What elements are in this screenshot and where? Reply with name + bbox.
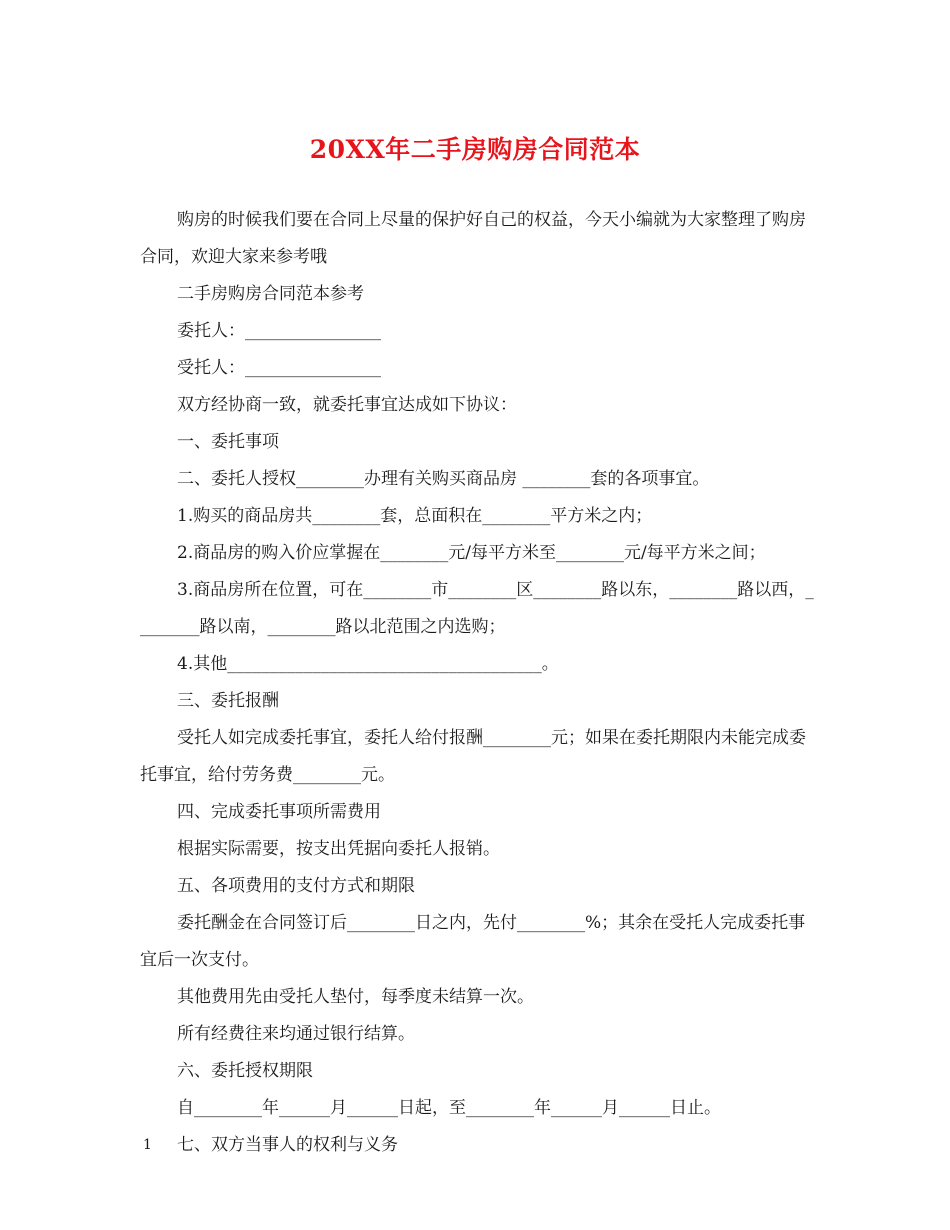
paragraph-principal: 委托人：________________ (177, 321, 381, 341)
paragraph-remuneration: 受托人如完成委托事宜，委托人给付报酬________元；如果在委托期限内未能完成委托事宜，给付劳务费________元。 (140, 728, 806, 785)
section-heading-6: 六、委托授权期限 (177, 1061, 313, 1081)
paragraph-term: 自________年______月______日起，至________年______月______日止。 (177, 1098, 721, 1118)
paragraph-reimbursement: 根据实际需要，按支出凭据向委托人报销。 (177, 839, 500, 859)
paragraph-other-fees: 其他费用先由受托人垫付，每季度未结算一次。 (177, 987, 534, 1007)
paragraph-agreement: 双方经协商一致，就委托事宜达成如下协议： (177, 395, 517, 415)
section-heading-7: 七、双方当事人的权利与义务 (177, 1135, 398, 1155)
section-heading-5: 五、各项费用的支付方式和期限 (177, 876, 415, 896)
section-heading-3: 三、委托报酬 (177, 691, 279, 711)
page-number: 1 (143, 1137, 152, 1153)
paragraph-authorization: 二、委托人授权________办理有关购买商品房 ________套的各项事宜。 (177, 469, 710, 489)
document-body (140, 202, 816, 1164)
paragraph-subtitle: 二手房购房合同范本参考 (177, 284, 364, 304)
paragraph-agent: 受托人：________________ (177, 358, 381, 378)
section-heading-1: 一、委托事项 (177, 432, 279, 452)
paragraph-item-4: 4.其他_____________________________________。 (177, 654, 559, 674)
paragraph-item-2: 2.商品房的购入价应掌握在________元/每平方米至________元/每平方米之间； (177, 543, 766, 563)
document-title: 20XX年二手房购房合同范本 (309, 135, 641, 164)
section-heading-4: 四、完成委托事项所需费用 (177, 802, 381, 822)
paragraph-bank-settlement: 所有经费往来均通过银行结算。 (177, 1024, 415, 1044)
paragraph-intro: 购房的时候我们要在合同上尽量的保护好自己的权益，今天小编就为大家整理了购房合同，欢迎大家来参考哦 (140, 210, 806, 267)
paragraph-item-3: 3.商品房所在位置，可在________市________区________路以东，________路以西，________路以南，________路以北范围之内选购； (140, 580, 814, 637)
paragraph-item-1: 1.购买的商品房共________套，总面积在________平方米之内； (177, 506, 653, 526)
paragraph-payment-terms: 委托酬金在合同签订后________日之内，先付________%；其余在受托人完成委托事宜后一次支付。 (140, 913, 806, 970)
